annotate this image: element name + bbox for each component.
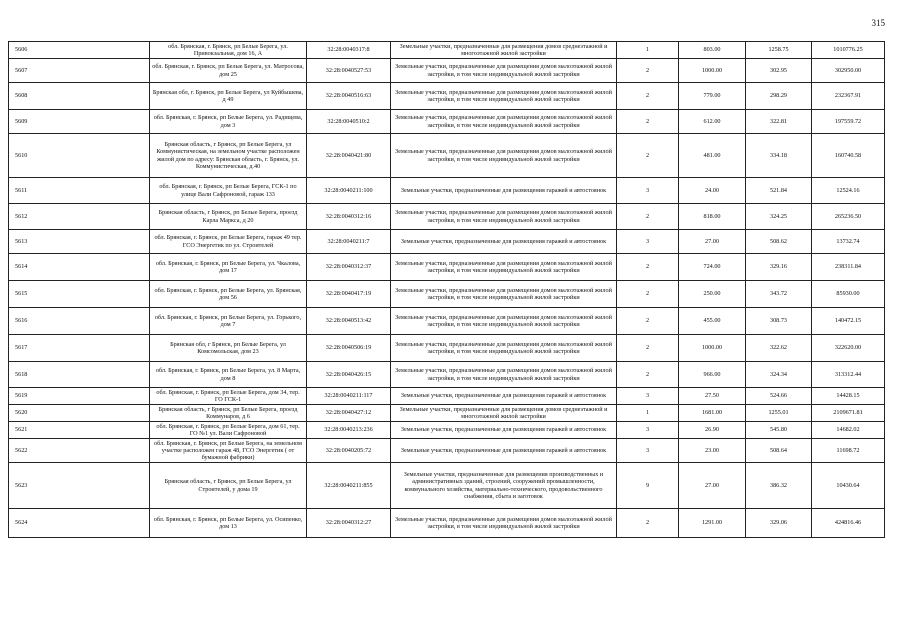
address-cell: обл. Брянская, г. Брянск, рп Белые Берега, гараж 49 тер. ГСО Энергетик по ул. Строителей <box>150 230 307 254</box>
land-use-cell: Земельные участки, предназначенные для размещения домов среднеэтажной и многоэтажной жилой застройки <box>391 42 617 59</box>
cadastral-value-cell: 232367.91 <box>812 83 885 110</box>
area-cell: 24.00 <box>679 178 746 204</box>
area-cell: 818.00 <box>679 204 746 230</box>
address-cell: Брянская область, г Брянск, рп Белые Берега, проезд Коммунаров, д 6 <box>150 405 307 422</box>
area-cell: 1681.00 <box>679 405 746 422</box>
area-cell: 1000.00 <box>679 59 746 83</box>
area-cell: 27.00 <box>679 230 746 254</box>
cadastral-value-cell: 238311.84 <box>812 254 885 281</box>
area-cell: 27.00 <box>679 463 746 509</box>
area-cell: 481.00 <box>679 134 746 178</box>
specific-value-cell: 298.29 <box>746 83 812 110</box>
table-row <box>9 59 885 83</box>
specific-value-cell: 324.34 <box>746 362 812 388</box>
cadastral-number-cell: 32:28:0040312:27 <box>307 509 391 538</box>
land-use-cell: Земельные участки, предназначенные для размещения домов малоэтажной жилой застройки, в том числе индивидуальной жилой застройки <box>391 509 617 538</box>
specific-value-cell: 1258.75 <box>746 42 812 59</box>
cadastral-number-cell: 32:28:0040211:7 <box>307 230 391 254</box>
cadastral-value-cell: 10430.64 <box>812 463 885 509</box>
cadastral-value-cell: 313312.44 <box>812 362 885 388</box>
cadastral-value-cell: 14428.15 <box>812 388 885 405</box>
table-row <box>9 204 885 230</box>
row-number: 5623 <box>9 463 150 509</box>
row-number: 5618 <box>9 362 150 388</box>
cadastral-number-cell: 32:28:0040426:15 <box>307 362 391 388</box>
cadastral-number-cell: 32:28:0040417:19 <box>307 281 391 308</box>
area-cell: 966.00 <box>679 362 746 388</box>
cadastral-number-cell: 32:28:0040516:63 <box>307 83 391 110</box>
specific-value-cell: 329.16 <box>746 254 812 281</box>
cadastral-number-cell: 32:28:0040312:16 <box>307 204 391 230</box>
cadastral-value-cell: 85930.00 <box>812 281 885 308</box>
land-use-cell: Земельные участки, предназначенные для размещения производственных и административных зданий, строений, сооружений промышленности, коммунального хозяйства, материально-технического, продовольственного снабжения, сбыта и заготовок <box>391 463 617 509</box>
cadastral-number-cell: 32:28:0040421:80 <box>307 134 391 178</box>
land-use-cell: Земельные участки, предназначенные для размещения домов малоэтажной жилой застройки, в том числе индивидуальной жилой застройки <box>391 134 617 178</box>
cadastral-value-cell: 302950.00 <box>812 59 885 83</box>
specific-value-cell: 329.06 <box>746 509 812 538</box>
specific-value-cell: 308.73 <box>746 308 812 335</box>
area-cell: 250.00 <box>679 281 746 308</box>
cadastral-number-cell: 32:28:0040205:72 <box>307 439 391 463</box>
cadastral-value-cell: 12524.16 <box>812 178 885 204</box>
table-row <box>9 230 885 254</box>
cadastral-value-cell: 160740.58 <box>812 134 885 178</box>
cadastral-number-cell: 32:28:0040527:53 <box>307 59 391 83</box>
area-cell: 27.50 <box>679 388 746 405</box>
row-number: 5609 <box>9 110 150 134</box>
cadastral-value-cell: 2109671.81 <box>812 405 885 422</box>
specific-value-cell: 386.32 <box>746 463 812 509</box>
land-use-cell: Земельные участки, предназначенные для размещения гаражей и автостоянок <box>391 388 617 405</box>
specific-value-cell: 334.18 <box>746 134 812 178</box>
land-use-cell: Земельные участки, предназначенные для размещения домов малоэтажной жилой застройки, в том числе индивидуальной жилой застройки <box>391 83 617 110</box>
specific-value-cell: 1255.01 <box>746 405 812 422</box>
area-cell: 1000.00 <box>679 335 746 362</box>
land-use-cell: Земельные участки, предназначенные для размещения домов малоэтажной жилой застройки, в том числе индивидуальной жилой застройки <box>391 281 617 308</box>
row-number: 5622 <box>9 439 150 463</box>
address-cell: обл. Брянская, г. Брянск, рп Белые Берега, ул. Чкалова, дом 17 <box>150 254 307 281</box>
specific-value-cell: 324.25 <box>746 204 812 230</box>
area-cell: 612.00 <box>679 110 746 134</box>
specific-value-cell: 302.95 <box>746 59 812 83</box>
table-row <box>9 509 885 538</box>
table-row <box>9 422 885 439</box>
table-row <box>9 463 885 509</box>
address-cell: обл. Брянская, г. Брянск, рп Белые Берега, ГСК-1 по улице Вали Сафроновой, гараж 133 <box>150 178 307 204</box>
row-number: 5608 <box>9 83 150 110</box>
group-cell: 3 <box>617 388 679 405</box>
row-number: 5610 <box>9 134 150 178</box>
table-row <box>9 388 885 405</box>
land-use-cell: Земельные участки, предназначенные для размещения домов среднеэтажной и многоэтажной жилой застройки <box>391 405 617 422</box>
specific-value-cell: 343.72 <box>746 281 812 308</box>
cadastral-number-cell: 32:28:0040510:2 <box>307 110 391 134</box>
cadastral-value-cell: 140472.15 <box>812 308 885 335</box>
land-use-cell: Земельные участки, предназначенные для размещения домов малоэтажной жилой застройки, в том числе индивидуальной жилой застройки <box>391 204 617 230</box>
table-row <box>9 254 885 281</box>
cadastral-number-cell: 32:28:0040506:19 <box>307 335 391 362</box>
cadastral-value-cell: 13732.74 <box>812 230 885 254</box>
address-cell: Брянская область, г Брянск, рп Белые Берега, ул Коммунистическая, на земельном участке расположен жилой дом по адресу: Брянская область, г. Брянск, ул. Коммунистическая, д.40 <box>150 134 307 178</box>
land-use-cell: Земельные участки, предназначенные для размещения гаражей и автостоянок <box>391 439 617 463</box>
cadastral-number-cell: 32:28:0040513:42 <box>307 308 391 335</box>
row-number: 5614 <box>9 254 150 281</box>
specific-value-cell: 524.66 <box>746 388 812 405</box>
specific-value-cell: 508.62 <box>746 230 812 254</box>
land-use-cell: Земельные участки, предназначенные для размещения домов малоэтажной жилой застройки, в том числе индивидуальной жилой застройки <box>391 362 617 388</box>
row-number: 5616 <box>9 308 150 335</box>
area-cell: 724.00 <box>679 254 746 281</box>
table-row <box>9 362 885 388</box>
cadastral-value-cell: 1010776.25 <box>812 42 885 59</box>
specific-value-cell: 322.81 <box>746 110 812 134</box>
group-cell: 2 <box>617 281 679 308</box>
specific-value-cell: 322.62 <box>746 335 812 362</box>
group-cell: 3 <box>617 422 679 439</box>
land-use-cell: Земельные участки, предназначенные для размещения домов малоэтажной жилой застройки, в том числе индивидуальной жилой застройки <box>391 335 617 362</box>
address-cell: обл. Брянская, г. Брянск, рп Белые Берега, дом 34, тер. ГО ГСК-1 <box>150 388 307 405</box>
row-number: 5620 <box>9 405 150 422</box>
specific-value-cell: 508.64 <box>746 439 812 463</box>
group-cell: 2 <box>617 83 679 110</box>
land-use-cell: Земельные участки, предназначенные для размещения гаражей и автостоянок <box>391 178 617 204</box>
cadastral-number-cell: 32:28:0040211:100 <box>307 178 391 204</box>
table-row <box>9 439 885 463</box>
address-cell: обл. Брянская, г. Брянск, рп Белые Берега, дом 61, тер. ГО №1 ул. Вали Сафроновой <box>150 422 307 439</box>
table-row <box>9 42 885 59</box>
cadastral-number-cell: 32:28:0040213:236 <box>307 422 391 439</box>
row-number: 5624 <box>9 509 150 538</box>
address-cell: обл. Брянская, г. Брянск, рп Белые Берега, ул. Привокзальная, дом 16, А <box>150 42 307 59</box>
group-cell: 2 <box>617 110 679 134</box>
group-cell: 2 <box>617 362 679 388</box>
address-cell: обл. Брянская, г. Брянск, рп Белые Берега, ул. Горького, дом 7 <box>150 308 307 335</box>
row-number: 5612 <box>9 204 150 230</box>
group-cell: 2 <box>617 204 679 230</box>
cadastral-number-cell: 32:28:0040211:117 <box>307 388 391 405</box>
address-cell: обл. Брянская, г. Брянск, рп Белые Берега, ул. Матросова, дом 25 <box>150 59 307 83</box>
group-cell: 2 <box>617 134 679 178</box>
group-cell: 3 <box>617 439 679 463</box>
cadastral-value-table <box>8 41 885 538</box>
cadastral-number-cell: 32:28:0040312:37 <box>307 254 391 281</box>
address-cell: обл. Брянская, г. Брянск, рп Белые Берега, на земельном участке расположен гараж 48, ГСО Энергетик ( от бумажной фабрики) <box>150 439 307 463</box>
table-row <box>9 335 885 362</box>
row-number: 5621 <box>9 422 150 439</box>
cadastral-number-cell: 32:28:0040211:855 <box>307 463 391 509</box>
cadastral-value-cell: 197559.72 <box>812 110 885 134</box>
address-cell: обл. Брянская, г. Брянск, рп Белые Берега, ул. Брянская, дом 56 <box>150 281 307 308</box>
row-number: 5607 <box>9 59 150 83</box>
area-cell: 803.00 <box>679 42 746 59</box>
area-cell: 1291.00 <box>679 509 746 538</box>
address-cell: обл. Брянская, г. Брянск, рп Белые Берега, ул. Осипенко, дом 13 <box>150 509 307 538</box>
group-cell: 2 <box>617 308 679 335</box>
address-cell: Брянская область, г Брянск, рп Белые Берега, проезд Карла Маркса, д 20 <box>150 204 307 230</box>
specific-value-cell: 545.80 <box>746 422 812 439</box>
page-number: 315 <box>871 18 885 28</box>
address-cell: обл. Брянская, г. Брянск, рп Белые Берега, ул. 8 Марта, дом 8 <box>150 362 307 388</box>
table-row <box>9 281 885 308</box>
land-use-cell: Земельные участки, предназначенные для размещения домов малоэтажной жилой застройки, в том числе индивидуальной жилой застройки <box>391 110 617 134</box>
table-row <box>9 405 885 422</box>
address-cell: обл. Брянская, г. Брянск, рп Белые Берега, ул. Радищева, дом 3 <box>150 110 307 134</box>
group-cell: 3 <box>617 230 679 254</box>
address-cell: Брянская обл, г. Брянск, рп Белые Берега, ул Куйбышева, д 49 <box>150 83 307 110</box>
area-cell: 26.90 <box>679 422 746 439</box>
row-number: 5615 <box>9 281 150 308</box>
cadastral-value-cell: 11698.72 <box>812 439 885 463</box>
table-row <box>9 178 885 204</box>
group-cell: 3 <box>617 178 679 204</box>
table-row <box>9 110 885 134</box>
row-number: 5606 <box>9 42 150 59</box>
cadastral-value-cell: 265236.50 <box>812 204 885 230</box>
group-cell: 1 <box>617 405 679 422</box>
table-row <box>9 83 885 110</box>
cadastral-value-cell: 14682.02 <box>812 422 885 439</box>
area-cell: 23.00 <box>679 439 746 463</box>
land-use-cell: Земельные участки, предназначенные для размещения домов малоэтажной жилой застройки, в том числе индивидуальной жилой застройки <box>391 254 617 281</box>
cadastral-value-cell: 322620.00 <box>812 335 885 362</box>
specific-value-cell: 521.84 <box>746 178 812 204</box>
table-row <box>9 134 885 178</box>
row-number: 5611 <box>9 178 150 204</box>
table-row <box>9 308 885 335</box>
group-cell: 2 <box>617 59 679 83</box>
area-cell: 779.00 <box>679 83 746 110</box>
group-cell: 2 <box>617 509 679 538</box>
land-use-cell: Земельные участки, предназначенные для размещения домов малоэтажной жилой застройки, в том числе индивидуальной жилой застройки <box>391 308 617 335</box>
group-cell: 2 <box>617 254 679 281</box>
row-number: 5619 <box>9 388 150 405</box>
group-cell: 1 <box>617 42 679 59</box>
cadastral-value-cell: 424816.46 <box>812 509 885 538</box>
land-use-cell: Земельные участки, предназначенные для размещения гаражей и автостоянок <box>391 230 617 254</box>
land-use-cell: Земельные участки, предназначенные для размещения домов малоэтажной жилой застройки, в том числе индивидуальной жилой застройки <box>391 59 617 83</box>
address-cell: Брянская область, г Брянск, рп Белые Берега, ул Строителей, у дома 19 <box>150 463 307 509</box>
address-cell: Брянская обл, г Брянск, рп Белые Берега, ул Комсомольская, дом 23 <box>150 335 307 362</box>
area-cell: 455.00 <box>679 308 746 335</box>
land-use-cell: Земельные участки, предназначенные для размещения гаражей и автостоянок <box>391 422 617 439</box>
group-cell: 2 <box>617 335 679 362</box>
row-number: 5613 <box>9 230 150 254</box>
cadastral-number-cell: 32:28:0040317:8 <box>307 42 391 59</box>
group-cell: 9 <box>617 463 679 509</box>
row-number: 5617 <box>9 335 150 362</box>
cadastral-number-cell: 32:28:0040427:12 <box>307 405 391 422</box>
